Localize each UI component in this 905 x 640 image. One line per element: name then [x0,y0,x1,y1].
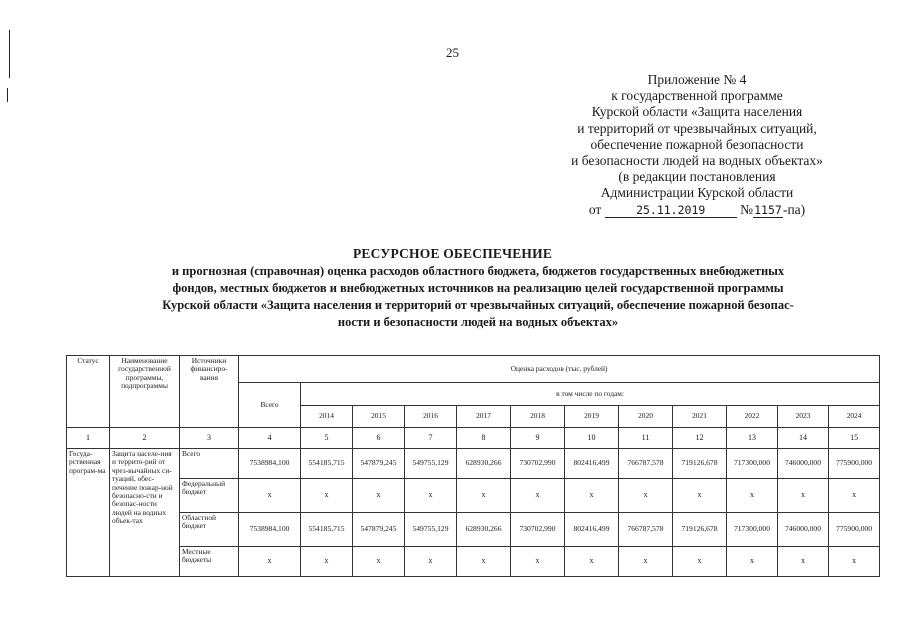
value-cell: x [727,547,778,577]
header-year: 2018 [511,406,565,428]
appendix-line: (в редакции постановления [618,169,776,185]
number-prefix: № [740,201,753,217]
column-index: 2 [110,428,180,449]
header-year: 2024 [829,406,880,428]
value-cell: x [829,547,880,577]
column-index: 9 [511,428,565,449]
value-cell: x [511,479,565,513]
table-row [67,547,880,577]
value-cell: 7538984,100 [239,449,301,479]
value-cell: 547879,245 [353,449,405,479]
value-cell: 766787,578 [619,513,673,547]
value-cell: 719126,678 [673,449,727,479]
header-year: 2017 [457,406,511,428]
column-index: 8 [457,428,511,449]
resolution-date: 25.11.2019 [605,204,737,218]
value-cell: 717300,000 [727,513,778,547]
column-index: 6 [353,428,405,449]
value-cell: x [405,479,457,513]
header-year: 2022 [727,406,778,428]
value-cell: 802416,499 [565,513,619,547]
value-cell: 628930,266 [457,449,511,479]
value-cell: 547879,245 [353,513,405,547]
value-cell: 628930,266 [457,513,511,547]
funding-source-cell: Местные бюджеты [180,547,239,577]
margin-mark [7,88,8,102]
value-cell: 746000,000 [778,449,829,479]
column-index: 4 [239,428,301,449]
value-cell: 7538984,100 [239,513,301,547]
column-index: 7 [405,428,457,449]
value-cell: 775900,000 [829,513,880,547]
value-cell: x [511,547,565,577]
column-index: 3 [180,428,239,449]
document-title: РЕСУРСНОЕ ОБЕСПЕЧЕНИЕ [352,246,553,261]
resolution-number: 1157 [754,202,782,217]
document-subtitle [88,263,868,331]
value-cell: x [619,547,673,577]
header-year: 2019 [565,406,619,428]
appendix-line: и безопасности людей на водных объектах» [571,153,823,169]
value-cell: x [673,547,727,577]
value-cell: x [239,479,301,513]
status-cell: Госуда-рственная програм-ма [67,449,110,577]
header-year: 2021 [673,406,727,428]
subtitle-line: и прогнозная (справочная) оценка расходов областного бюджета, бюджетов государственных внебюджетных [171,264,785,278]
value-cell: 766787,578 [619,449,673,479]
header-year: 2014 [301,406,353,428]
funding-source-cell: Всего [180,449,239,479]
appendix-line: к государственной программе [611,88,783,104]
value-cell: x [239,547,301,577]
value-cell: x [778,547,829,577]
column-index: 14 [778,428,829,449]
value-cell: x [829,479,880,513]
page-number: 25 [446,45,459,60]
value-cell: x [565,547,619,577]
appendix-line: обеспечение пожарной безопасности [590,136,804,152]
value-cell: x [727,479,778,513]
value-cell: 549755,129 [405,449,457,479]
value-cell: 746000,000 [778,513,829,547]
column-index: 11 [619,428,673,449]
column-index: 12 [673,428,727,449]
value-cell: x [778,479,829,513]
column-index: 13 [727,428,778,449]
column-index: 1 [67,428,110,449]
funding-source-cell: Федеральный бюджет [180,479,239,513]
column-index: 5 [301,428,353,449]
table-row [67,479,880,513]
value-cell: x [301,547,353,577]
value-cell: x [353,479,405,513]
value-cell: 719126,678 [673,513,727,547]
header-expense-estimate: Оценка расходов (тыс. рублей) [239,356,880,383]
value-cell: 730702,990 [511,513,565,547]
header-by-years: в том числе по годам: [301,383,880,406]
table-row [67,513,880,547]
program-name-cell: Защита населе-ния и террито-рий от чрез-вычайных си-туаций, обес-печение пожар-ной безопасно-сти и безопас-ности людей на водных объек-тах [110,449,180,577]
header-year: 2015 [353,406,405,428]
value-cell: x [405,547,457,577]
table-row [67,449,880,479]
value-cell: x [353,547,405,577]
value-cell: x [457,547,511,577]
value-cell: 775900,000 [829,449,880,479]
column-index-row [67,428,880,449]
value-cell: 549755,129 [405,513,457,547]
resource-table [66,355,880,577]
header-year: 2023 [778,406,829,428]
header-total: Всего [239,383,301,428]
value-cell: 802416,499 [565,449,619,479]
header-funding-source: Источники финансиро-вания [180,356,239,428]
funding-source-cell: Областной бюджет [180,513,239,547]
header-program-name: Наименование государственной программы, подпрограммы [110,356,180,428]
value-cell: x [457,479,511,513]
value-cell: 554185,715 [301,449,353,479]
header-year: 2016 [405,406,457,428]
column-index: 15 [829,428,880,449]
value-cell: x [673,479,727,513]
value-cell: 554185,715 [301,513,353,547]
appendix-line: Приложение № 4 [647,72,747,87]
subtitle-line: Курской области «Защита населения и территорий от чрезвычайных ситуаций, обеспечение пожарной безопас- [162,298,794,312]
header-status: Статус [67,356,110,428]
header-year: 2020 [619,406,673,428]
value-cell: 730702,990 [511,449,565,479]
appendix-line: Администрации Курской области [600,185,794,201]
resolution-date-line [547,202,847,218]
value-cell: x [301,479,353,513]
subtitle-line: фондов, местных бюджетов и внебюджетных источников на реализацию целей государственной программы [172,281,784,295]
appendix-block [547,72,847,218]
column-index: 10 [565,428,619,449]
value-cell: x [565,479,619,513]
date-prefix: от [588,201,602,217]
value-cell: 717300,000 [727,449,778,479]
subtitle-line: ности и безопасности людей на водных объектах» [337,315,619,329]
appendix-line: Курской области «Защита населения [591,104,803,120]
value-cell: x [619,479,673,513]
appendix-line: и территорий от чрезвычайных ситуаций, [577,120,817,136]
number-suffix: -па) [782,201,806,217]
